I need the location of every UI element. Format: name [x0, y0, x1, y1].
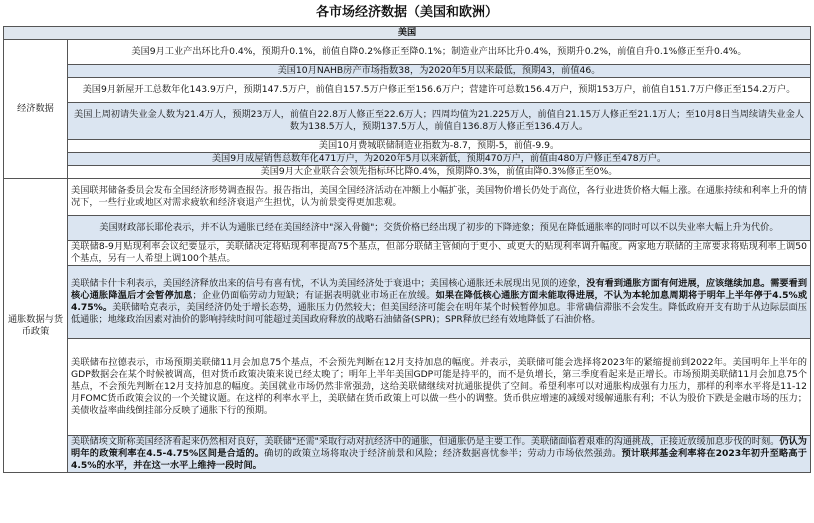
policy-text: ；企业仍面临劳动力短缺；有证据表明就业市场正在放缓。: [192, 290, 436, 301]
page-title: 各市场经济数据（美国和欧洲）: [315, 5, 498, 20]
policy-paragraph: 美国财政部长耶伦表示，并不认为通胀已经在美国经济中"深入骨髓"；交货价格已经出现了初步的下降迹象；预见在降低通胀率的同时可以不以失业率大幅上升为代价。: [68, 216, 811, 241]
policy-text: 确切的政策立场将取决于经济前景和风险；经济数据喜忧参半；劳动力市场依然强劲。: [264, 448, 622, 459]
econ-row: 美国10月NAHB房产市场指数38，为2020年5月以来最低，预期43，前值46。: [68, 65, 811, 78]
policy-highlight: 预计联邦基金利率将在2023年初升至略高于4.5%的水平，并在这一水平上维持一段时间。: [71, 448, 807, 471]
region-header-us: 美国: [4, 27, 811, 40]
policy-highlight: 如果在降低核心通胀方面未能取得进展，不认为本轮加息周期将于明年上半年停于4.5%或4.75%。: [71, 290, 808, 313]
economic-data-table: [3, 26, 811, 473]
policy-highlight: 仍认为明年的政策利率在4.5-4.75%区间是合适的。: [71, 436, 807, 459]
econ-row: 美国10月费城联储制造业指数为-8.7，预期-5，前值-9.9。: [68, 140, 811, 153]
policy-text: 美联储埃文斯称美国经济看起来仍然相对良好，美联储"还需"采取行动对抗经济中的通胀，但通胀仍是主要工作。美联储面临着艰难的沟通挑战，正接近放缓加息步伐的时刻。: [71, 436, 780, 447]
section-label-policy: 通胀数据与货币政策: [4, 179, 68, 473]
policy-text: 美联储哈克表示，美国经济仍处于增长态势，通胀压力仍然较大；但美国经济可能会在明年某个时候暂停加息。非常确信滞胀不会发生。降低政府开支有助于从边际层面压低通胀；地缘政治因素对油价的影响持续时间可能超过美国政府释放的战略石油储备(SPR)；SPR释放已经有效地降低了石油价格。: [71, 302, 807, 325]
policy-paragraph: 美联储布拉德表示，市场预期美联储11月会加息75个基点，不会预先判断在12月支持加息的幅度。并表示，美联储可能会选择将2023年的紧缩提前到2022年。美国明年上半年的GDP数据会在某个时候被调高，但对货币政策决策来说已经太晚了；明年上半年美国GDP可能是持平的，而不是负增长，第三季度看起来是正增长。市场预期美联储11月会加息75个基点，不会预先判断在12月支持加息的幅度。美国就业市场仍然非常强劲，这给美联储继续对抗通胀提供了空间。希望利率可以对通胀构成强有力压力，那样的利率水平将是11-12月FOMC货币政策会议的一个关键议题。在这样的利率水平上，美联储在货币政策上可以做一些小的调整。货币供应增速的减缓对缓解通胀有利；不认为股价下跌是金融市场的压力；美债收益率曲线倒挂部分反映了通胀下行的预期。: [68, 339, 811, 436]
econ-row: 美国9月成屋销售总数年化471万户，为2020年5月以来新低，预期470万户，前值由480万户修正至478万户。: [68, 153, 811, 166]
policy-highlight: 没有看到通胀方面有何进展，应该继续加息。需要看到核心通胀降温后才会暂停加息: [71, 278, 808, 301]
section-label-economic: 经济数据: [4, 40, 68, 179]
policy-paragraph: 美联储8-9月贴现利率会议纪要显示，美联储决定将贴现利率提高75个基点，但部分联储主管倾向于更小、或更大的贴现利率调升幅度。两家地方联储的主席要求将贴现利率上调50个基点，另有一人希望上调100个基点。: [68, 241, 811, 266]
policy-paragraph: [68, 266, 811, 339]
econ-row: 美国9月工业产出环比升0.4%，预期升0.1%，前值自降0.2%修正至降0.1%；制造业产出环比升0.4%，预期升0.2%，前值自升0.1%修正至升0.4%。: [68, 40, 811, 65]
policy-text: 美联储卡什卡利表示，美国经济释放出来的信号有喜有忧，不认为美国经济处于衰退中；美国核心通胀还未展现出见顶的迹象，: [71, 278, 587, 289]
policy-paragraph: [68, 436, 811, 473]
econ-row: 美国9月大企业联合会领先指标环比降0.4%，预期降0.3%，前值由降0.3%修正至0%。: [68, 166, 811, 179]
econ-row: 美国9月新屋开工总数年化143.9万户，预期147.5万户，前值自157.5万户修正至156.6万户；营建许可总数156.4万户，预期153万户，前值自151.7万户修正至154.2万户。: [68, 78, 811, 103]
policy-paragraph: 美国联邦储备委员会发布全国经济形势调查报告。报告指出，美国全国经济活动在冲额上小幅扩张，美国物价增长仍处于高位，各行业进货价格大幅上涨。在通胀持续和利率上升的情况下，一些行业或地区对需求疲软和经济衰退产生担忧，认为前景变得更加悲观。: [68, 179, 811, 216]
econ-row: 美国上周初请失业金人数为21.4万人，预期23万人，前值自22.8万人修正至22.6万人；四周均值为21.225万人，前值自21.15万人修正至21.1万人；至10月8日当周续请失业金人数为138.5万人，预期137.5万人，前值自136.8万人修正至136.4万人。: [68, 103, 811, 140]
